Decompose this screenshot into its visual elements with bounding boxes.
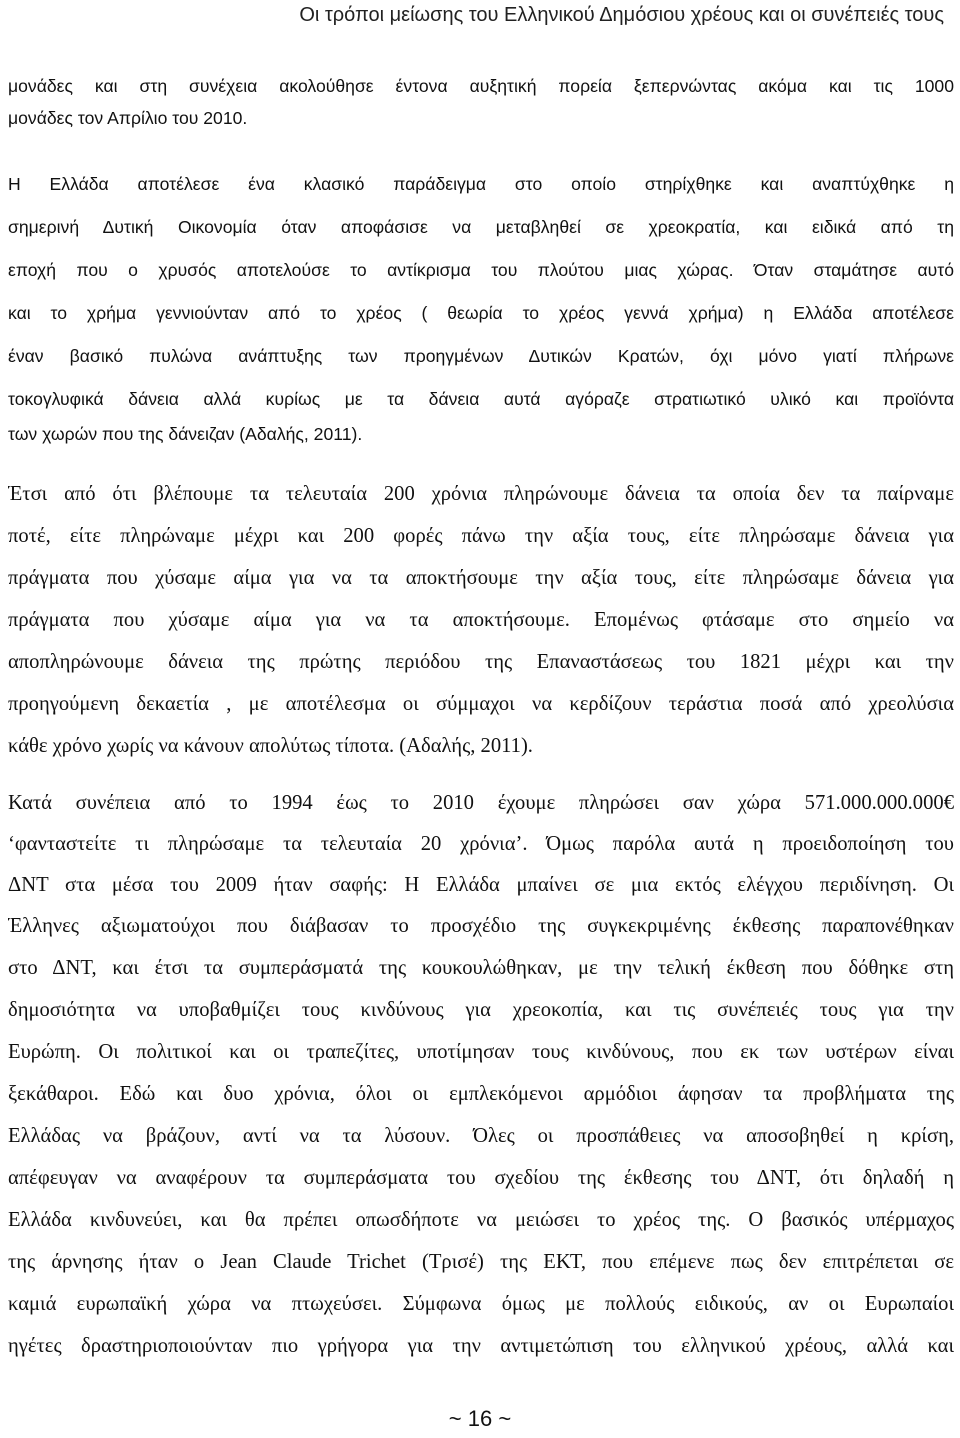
text-line: ‘φανταστείτε τι πληρώσαμε τα τελευταία 20 χρόνια’. Όμως παρόλα αυτά η προειδοποίηση του <box>8 833 954 855</box>
text-line: ηγέτες δραστηριοποιούνταν πιο γρήγορα για την αντιμετώπιση του ελληνικού χρέους, αλλά και <box>8 1335 954 1357</box>
text-line: ποτέ, είτε πληρώναμε μέχρι και 200 φορές πάνω την αξία τους, είτε πληρώσαμε δάνεια για <box>8 525 954 547</box>
running-header: Οι τρόποι μείωσης του Ελληνικού Δημόσιου χρέους και οι συνέπειές τους <box>299 4 944 26</box>
text-line: αποπληρώνουμε δάνεια της πρώτης περιόδου της Επαναστάσεως του 1821 μέχρι και την <box>8 651 954 673</box>
page-number: ~ 16 ~ <box>448 1406 512 1431</box>
text-line: Ελλάδα κινδυνεύει, και θα πρέπει οπωσδήποτε να μειώσει το χρέος της. Ο βασικός υπέρμαχος <box>8 1209 954 1231</box>
text-line: Έλληνες αξιωματούχοι που διάβασαν το προσχέδιο της συγκεκριμένης έκθεσης παραπονέθηκαν <box>8 915 954 937</box>
text-line: ΔΝΤ στα μέσα του 2009 ήταν σαφής: Η Ελλάδα μπαίνει σε μια εκτός ελέγχου περιδίνηση. Οι <box>8 874 954 896</box>
text-line: δημοσιότητα να υποβαθμίζει τους κινδύνους για χρεοκοπία, και τις συνέπειές τους για την <box>8 999 954 1021</box>
text-line: της άρνησης ήταν ο Jean Claude Trichet (Τρισέ) της ΕΚΤ, που επέμενε πως δεν επιτρέπεται σε <box>8 1251 954 1273</box>
text-line: Η Ελλάδα αποτέλεσε ένα κλασικό παράδειγμα στο οποίο στηρίχθηκε και αναπτύχθηκε η <box>8 174 954 194</box>
text-line: ξεκάθαροι. Εδώ και δυο χρόνια, όλοι οι εμπλεκόμενοι αρμόδιοι άφησαν τα προβλήματα της <box>8 1083 954 1105</box>
text-line: εποχή που ο χρυσός αποτελούσε το αντίκρισμα του πλούτου μιας χώρας. Όταν σταμάτησε αυτό <box>8 260 954 280</box>
text-line: πράγματα που χύσαμε αίμα για να τα αποκτήσουμε την αξία τους, είτε πληρώσαμε δάνεια για <box>8 567 954 589</box>
text-line: των χωρών που της δάνειζαν (Αδαλής, 2011). <box>8 424 363 444</box>
text-line: καμιά ευρωπαϊκή χώρα να πτωχεύσει. Σύμφωνα όμως με πολλούς ειδικούς, αν οι Ευρωπαίοι <box>8 1293 954 1315</box>
text-line: απέφευγαν να αναφέρουν τα συμπεράσματα του σχεδίου της έκθεσης του ΔΝΤ, ότι δηλαδή η <box>8 1167 954 1189</box>
text-line: Ελλάδας να βράζουν, αντί να τα λύσουν. Όλες οι προσπάθειες να αποσοβηθεί η κρίση, <box>8 1125 954 1147</box>
text-line: πράγματα που χύσαμε αίμα για να τα αποκτήσουμε. Επομένως φτάσαμε στο σημείο να <box>8 609 954 631</box>
text-line: Έτσι από ότι βλέπουμε τα τελευταία 200 χρόνια πληρώνουμε δάνεια τα οποία δεν τα παίρναμε <box>8 483 954 505</box>
text-line: Ευρώπη. Οι πολιτικοί και οι τραπεζίτες, υποτίμησαν τους κινδύνους, που εκ των υστέρων είναι <box>8 1041 954 1063</box>
text-line: έναν βασικό πυλώνα ανάπτυξης των προηγμένων Δυτικών Κρατών, όχι μόνο γιατί πλήρωνε <box>8 346 954 366</box>
text-line: σημερινή Δυτική Οικονομία όταν αποφάσισε να μεταβληθεί σε χρεοκρατία, και ειδικά από τη <box>8 217 954 237</box>
text-line: μονάδες τον Απρίλιο του 2010. <box>8 108 248 128</box>
text-line: μονάδες και στη συνέχεια ακολούθησε έντονα αυξητική πορεία ξεπερνώντας ακόμα και τις 1000 <box>8 76 954 96</box>
text-line: και το χρήμα γεννιούνταν από το χρέος ( θεωρία το χρέος γεννά χρήμα) η Ελλάδα αποτέλεσε <box>8 303 954 323</box>
text-line: τοκογλυφικά δάνεια αλλά κυρίως με τα δάνεια αυτά αγόραζε στρατιωτικό υλικό και προϊόντα <box>8 389 954 409</box>
text-line: προηγούμενη δεκαετία , με αποτέλεσμα οι σύμμαχοι να κερδίζουν τεράστια ποσά από χρεολύσια <box>8 693 954 715</box>
text-line: Κατά συνέπεια από το 1994 έως το 2010 έχουμε πληρώσει σαν χώρα 571.000.000.000€ <box>8 792 954 814</box>
text-line: στο ΔΝΤ, και έτσι τα συμπεράσματά της κουκουλώθηκαν, με την τελική έκθεση που δόθηκε στη <box>8 957 954 979</box>
text-line: κάθε χρόνο χωρίς να κάνουν απολύτως τίποτα. (Αδαλής, 2011). <box>8 735 533 757</box>
